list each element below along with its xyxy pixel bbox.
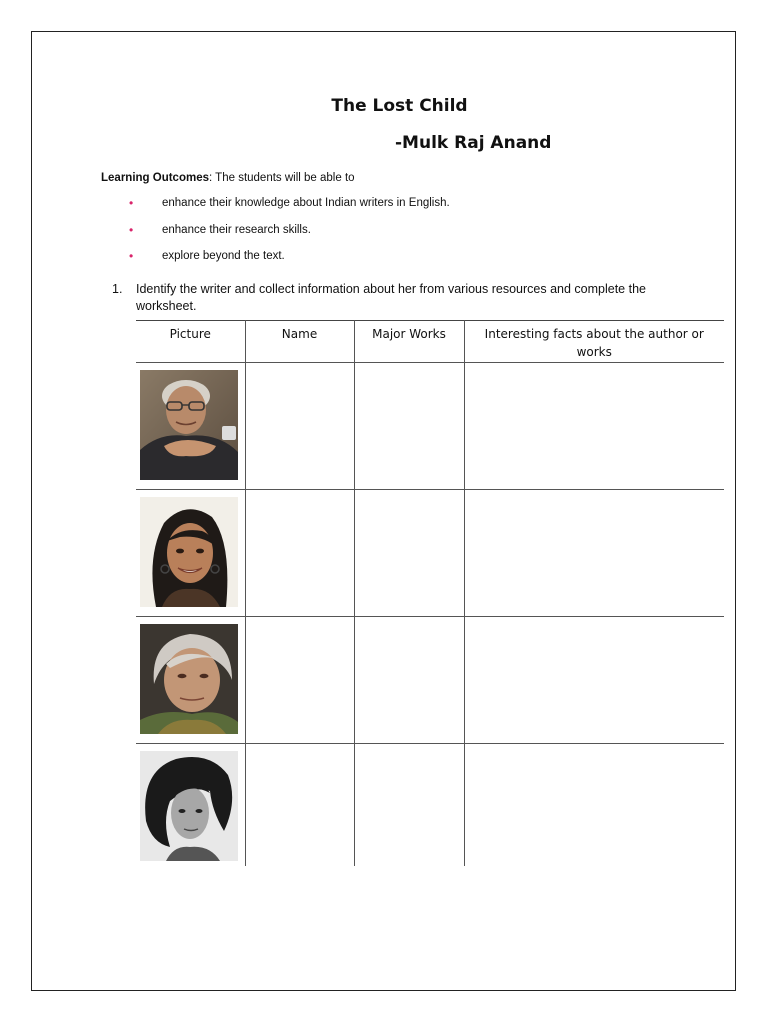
learning-outcomes-intro: : The students will be able to [209, 172, 355, 184]
list-item-text: enhance their research skills. [162, 223, 311, 236]
document-title: The Lost Child [331, 96, 468, 116]
document-page [31, 31, 736, 991]
bullet-icon: • [129, 249, 134, 263]
facts-cell[interactable] [464, 617, 724, 744]
learning-outcomes-heading [101, 172, 355, 184]
learning-outcomes-list [129, 196, 450, 276]
major-works-cell[interactable] [354, 490, 464, 617]
list-item-text: explore beyond the text. [162, 250, 285, 262]
header-name: Name [245, 321, 354, 363]
major-works-cell[interactable] [354, 617, 464, 744]
list-item-text: enhance their knowledge about Indian writers in English. [162, 197, 450, 209]
facts-cell[interactable] [464, 363, 724, 490]
bullet-icon: • [129, 196, 134, 210]
facts-cell[interactable] [464, 744, 724, 867]
picture-cell [136, 490, 245, 617]
author-photo-3 [140, 624, 238, 734]
table-header-row [136, 321, 724, 363]
table-row [136, 744, 724, 867]
author-photo-4 [140, 751, 238, 861]
header-interesting-facts: Interesting facts about the author or works [464, 321, 724, 363]
question-number: 1. [112, 282, 123, 296]
document-author: -Mulk Raj Anand [395, 133, 552, 153]
table-row [136, 490, 724, 617]
question-text: Identify the writer and collect information about her from various resources and complete the worksheet. [136, 282, 646, 313]
facts-cell[interactable] [464, 490, 724, 617]
picture-cell [136, 617, 245, 744]
learning-outcomes-label: Learning Outcomes [101, 172, 209, 184]
worksheet-table [136, 320, 724, 866]
name-cell[interactable] [245, 490, 354, 617]
list-item [129, 223, 450, 250]
picture-cell [136, 744, 245, 867]
name-cell[interactable] [245, 744, 354, 867]
name-cell[interactable] [245, 617, 354, 744]
picture-cell [136, 363, 245, 490]
header-picture: Picture [136, 321, 245, 363]
table-row [136, 617, 724, 744]
list-item [129, 249, 450, 276]
author-photo-2 [140, 497, 238, 607]
bullet-icon: • [129, 222, 134, 237]
list-item [129, 196, 450, 223]
major-works-cell[interactable] [354, 363, 464, 490]
table-row [136, 363, 724, 490]
name-cell[interactable] [245, 363, 354, 490]
header-major-works: Major Works [354, 321, 464, 363]
author-photo-1 [140, 370, 238, 480]
major-works-cell[interactable] [354, 744, 464, 867]
